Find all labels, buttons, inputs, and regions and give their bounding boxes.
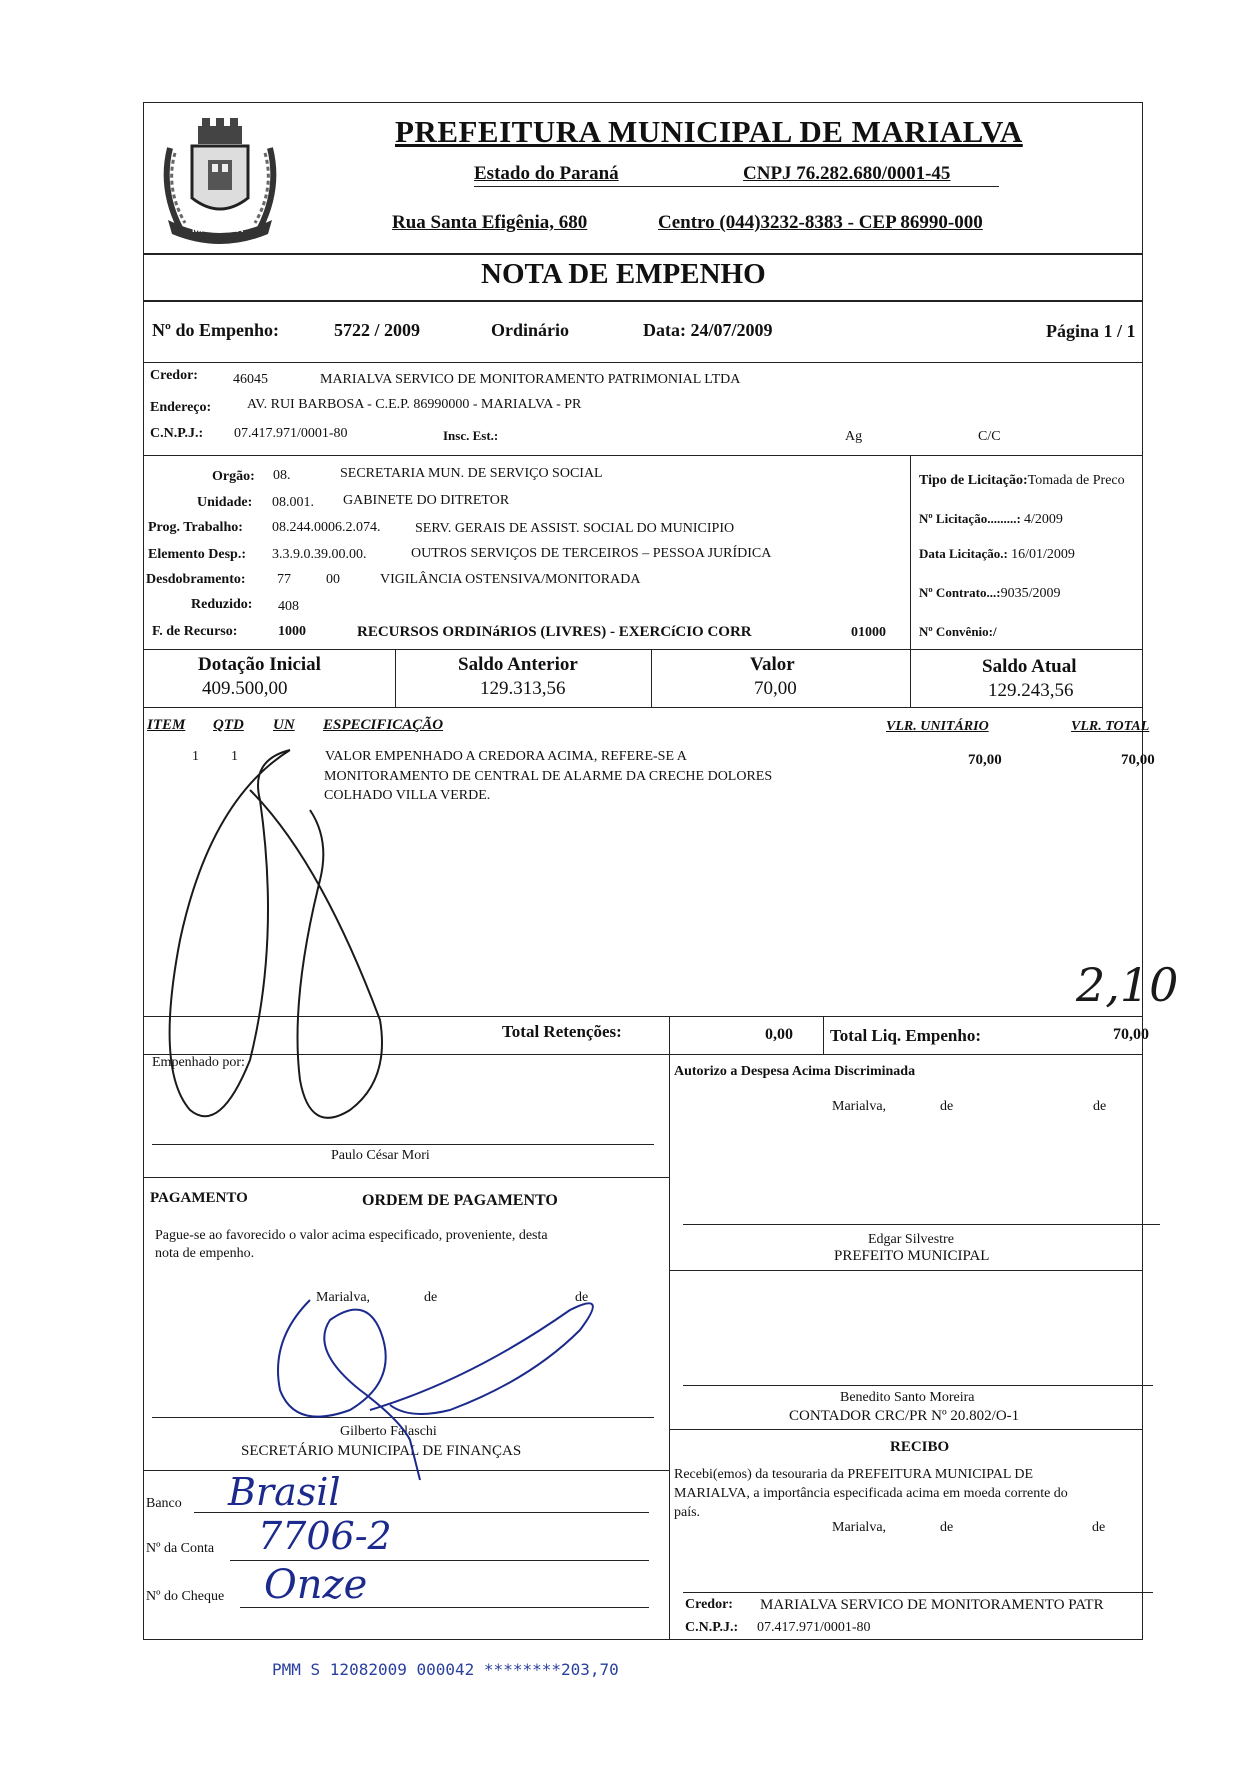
prog-code: 08.244.0006.2.074. — [272, 520, 381, 535]
divider — [823, 1016, 824, 1054]
pagamento-text-line2: nota de empenho. — [155, 1246, 255, 1261]
contador-name: Benedito Santo Moreira — [840, 1390, 975, 1405]
contrato-value: 9035/2009 — [1000, 586, 1061, 601]
elemento-name: OUTROS SERVIÇOS DE TERCEIROS – PESSOA JURÍDICA — [411, 546, 772, 561]
empenho-number: 5722 / 2009 — [334, 320, 421, 340]
licitacao-tipo-value: Tomada de Preco — [1027, 473, 1125, 488]
cnpj-label: CNPJ 76.282.680/0001-45 — [743, 163, 951, 184]
signature-line — [152, 1144, 654, 1145]
conta-line — [230, 1560, 649, 1561]
handwritten-mark: 2,10 — [1076, 958, 1179, 1012]
saldo-atual-label: Saldo Atual — [982, 656, 1077, 677]
signature-line — [683, 1385, 1153, 1386]
item-spec-line3: COLHADO VILLA VERDE. — [324, 788, 491, 803]
pagamento-label: PAGAMENTO — [150, 1190, 248, 1206]
autorizo-de2: de — [1093, 1099, 1107, 1114]
page-title: PREFEITURA MUNICIPAL DE MARIALVA — [395, 114, 1023, 149]
licitacao-data-value: 16/01/2009 — [1011, 547, 1075, 562]
recurso-code: 1000 — [278, 624, 306, 639]
reduzido-code: 408 — [278, 599, 299, 614]
recibo-label: RECIBO — [890, 1439, 950, 1455]
col-vunit: VLR. UNITÁRIO — [886, 719, 989, 734]
divider — [143, 455, 1143, 456]
cheque-handwriting: Onze — [264, 1562, 368, 1608]
empenhado-label: Empenhado por: — [152, 1055, 245, 1070]
recibo-place: Marialva, — [832, 1520, 887, 1535]
orgao-code: 08. — [273, 468, 291, 483]
divider — [910, 455, 911, 649]
credor-address: AV. RUI BARBOSA - C.E.P. 86990000 - MARIALVA - PR — [247, 397, 582, 412]
credor-code: 46045 — [233, 372, 268, 387]
item-vunit: 70,00 — [968, 752, 1002, 768]
conta-handwriting: 7706-2 — [258, 1514, 392, 1558]
item-vtotal: 70,00 — [1121, 752, 1155, 768]
divider — [143, 707, 1143, 708]
desdobramento-code1: 77 — [277, 572, 291, 587]
licitacao-num-value: 4/2009 — [1024, 512, 1063, 527]
autorizo-place: Marialva, — [832, 1099, 887, 1114]
empenhado-name: Paulo César Mori — [331, 1148, 430, 1163]
licitacao-num-label — [919, 511, 1063, 528]
desdobramento-name: VIGILÂNCIA OSTENSIVA/MONITORADA — [380, 572, 641, 587]
secretario-role: SECRETÁRIO MUNICIPAL DE FINANÇAS — [241, 1443, 522, 1459]
saldo-anterior-value: 129.313,56 — [480, 678, 566, 699]
municipal-crest-icon — [150, 108, 290, 250]
licitacao-num: Nº Licitação.........: — [919, 511, 1021, 526]
divider — [143, 253, 1143, 255]
contador-role: CONTADOR CRC/PR Nº 20.802/O-1 — [789, 1408, 1020, 1424]
recibo-credor-label: Credor: — [685, 1597, 733, 1612]
crest-banner-text: MARIALVA — [192, 224, 244, 235]
prog-label: Prog. Trabalho: — [148, 520, 243, 535]
signature-empenhado-scribble — [150, 740, 450, 1140]
credor-name: MARIALVA SERVICO DE MONITORAMENTO PATRIMONIAL LTDA — [320, 372, 741, 387]
contrato: Nº Contrato...: — [919, 585, 1001, 600]
empenho-type: Ordinário — [491, 320, 570, 340]
desdobramento-code2: 00 — [326, 572, 340, 587]
item-qtd: 1 — [231, 749, 238, 764]
empenho-date: Data: 24/07/2009 — [643, 320, 773, 340]
divider — [669, 1016, 670, 1054]
recibo-credor: MARIALVA SERVICO DE MONITORAMENTO PATR — [760, 1597, 1104, 1613]
recibo-text-line3: país. — [674, 1505, 701, 1520]
col-vtotal: VLR. TOTAL — [1071, 719, 1150, 734]
credor-label: Credor: — [150, 368, 198, 383]
ordem-pagamento-label: ORDEM DE PAGAMENTO — [362, 1192, 558, 1209]
cheque-label: Nº do Cheque — [146, 1589, 225, 1604]
valor-label: Valor — [750, 654, 795, 675]
col-item: ITEM — [147, 717, 186, 733]
elemento-label: Elemento Desp.: — [148, 547, 246, 562]
divider — [395, 649, 396, 707]
licitacao-data-label — [919, 546, 1075, 563]
divider — [143, 362, 1143, 363]
page-number: Página 1 / 1 — [1046, 321, 1136, 341]
autorizo-de1: de — [940, 1099, 954, 1114]
unidade-label: Unidade: — [197, 495, 253, 510]
col-un: UN — [273, 717, 295, 733]
orgao-name: SECRETARIA MUN. DE SERVIÇO SOCIAL — [340, 466, 603, 481]
total-retencoes-label: Total Retenções: — [502, 1022, 622, 1041]
licitacao-tipo-label — [919, 473, 1125, 489]
desdobramento-label: Desdobramento: — [146, 572, 246, 587]
divider — [143, 1177, 669, 1178]
divider — [143, 300, 1143, 302]
address-label: Rua Santa Efigênia, 680 — [392, 212, 588, 233]
address-field-label: Endereço: — [150, 400, 212, 415]
banco-label: Banco — [146, 1496, 182, 1511]
divider — [143, 649, 1143, 650]
recurso-label: F. de Recurso: — [152, 624, 238, 639]
conta-label: Nº da Conta — [146, 1541, 215, 1556]
recibo-de1: de — [940, 1520, 954, 1535]
autorizo-label: Autorizo a Despesa Acima Discriminada — [674, 1064, 916, 1079]
empenho-label: Nº do Empenho: — [152, 320, 279, 340]
secretario-name: Gilberto Falaschi — [340, 1424, 437, 1439]
licitacao-tipo: Tipo de Licitação: — [919, 473, 1028, 488]
unidade-code: 08.001. — [272, 495, 314, 510]
unidade-name: GABINETE DO DITRETOR — [343, 493, 510, 508]
item-spec-line2: MONITORAMENTO DE CENTRAL DE ALARME DA CRECHE DOLORES — [324, 769, 773, 784]
pagamento-de1: de — [424, 1290, 438, 1305]
total-liquido-label: Total Liq. Empenho: — [830, 1026, 981, 1045]
divider — [669, 1270, 1143, 1271]
banco-handwriting: Brasil — [228, 1470, 341, 1514]
recibo-cnpj: 07.417.971/0001-80 — [757, 1620, 871, 1635]
saldo-anterior-label: Saldo Anterior — [458, 654, 578, 675]
total-liquido-value: 70,00 — [1113, 1026, 1149, 1043]
total-retencoes-value: 0,00 — [765, 1026, 793, 1043]
reduzido-label: Reduzido: — [191, 597, 253, 612]
divider — [910, 649, 911, 707]
credor-cnpj-label: C.N.P.J.: — [150, 426, 204, 441]
prefeito-name: Edgar Silvestre — [868, 1232, 954, 1247]
divider — [651, 649, 652, 707]
saldo-atual-value: 129.243,56 — [988, 680, 1074, 701]
contrato-label — [919, 585, 1060, 602]
item-number: 1 — [192, 749, 199, 764]
licitacao-data: Data Licitação.: — [919, 546, 1008, 561]
divider — [669, 1429, 1143, 1430]
pagamento-place: Marialva, — [316, 1290, 371, 1305]
state-label: Estado do Paraná — [474, 163, 619, 184]
divider — [669, 1054, 670, 1640]
document-title: NOTA DE EMPENHO — [481, 258, 766, 290]
valor-value: 70,00 — [754, 678, 797, 699]
convenio-label: Nº Convênio:/ — [919, 624, 997, 639]
header-underline — [474, 186, 999, 187]
col-spec: ESPECIFICAÇÃO — [323, 717, 444, 733]
dotacao-value: 409.500,00 — [202, 678, 288, 699]
recibo-cnpj-label: C.N.P.J.: — [685, 1620, 739, 1635]
recurso-code2: 01000 — [851, 625, 886, 640]
credor-cnpj: 07.417.971/0001-80 — [234, 426, 348, 441]
insc-label: Insc. Est.: — [443, 428, 499, 443]
ag-label: Ag — [845, 429, 863, 444]
recurso-name: RECURSOS ORDINáRIOS (LIVRES) - EXERCíCIO CORR — [357, 624, 752, 640]
district-phone-label: Centro (044)3232-8383 - CEP 86990-000 — [658, 212, 983, 233]
elemento-code: 3.3.9.0.39.00.00. — [272, 547, 367, 562]
prefeito-role: PREFEITO MUNICIPAL — [834, 1248, 990, 1264]
item-spec-line1: VALOR EMPENHADO A CREDORA ACIMA, REFERE-SE A — [325, 749, 687, 764]
recibo-de2: de — [1092, 1520, 1106, 1535]
recibo-text-line2: MARIALVA, a importância especificada acima em moeda corrente do — [674, 1486, 1068, 1501]
footer-stamp: PMM S 12082009 000042 ********203,70 — [272, 1660, 619, 1679]
recibo-text-line1: Recebi(emos) da tesouraria da PREFEITURA MUNICIPAL DE — [674, 1467, 1034, 1482]
signature-line — [683, 1224, 1160, 1225]
prog-name: SERV. GERAIS DE ASSIST. SOCIAL DO MUNICIPIO — [415, 521, 735, 536]
dotacao-label: Dotação Inicial — [198, 654, 321, 675]
signature-line — [683, 1592, 1153, 1593]
pagamento-text-line1: Pague-se ao favorecido o valor acima especificado, proveniente, desta — [155, 1228, 548, 1243]
pagamento-de2: de — [575, 1290, 589, 1305]
orgao-label: Orgão: — [212, 469, 255, 484]
signature-pagamento-scribble — [250, 1290, 650, 1480]
col-qtd: QTD — [213, 717, 244, 733]
cc-label: C/C — [978, 429, 1001, 444]
